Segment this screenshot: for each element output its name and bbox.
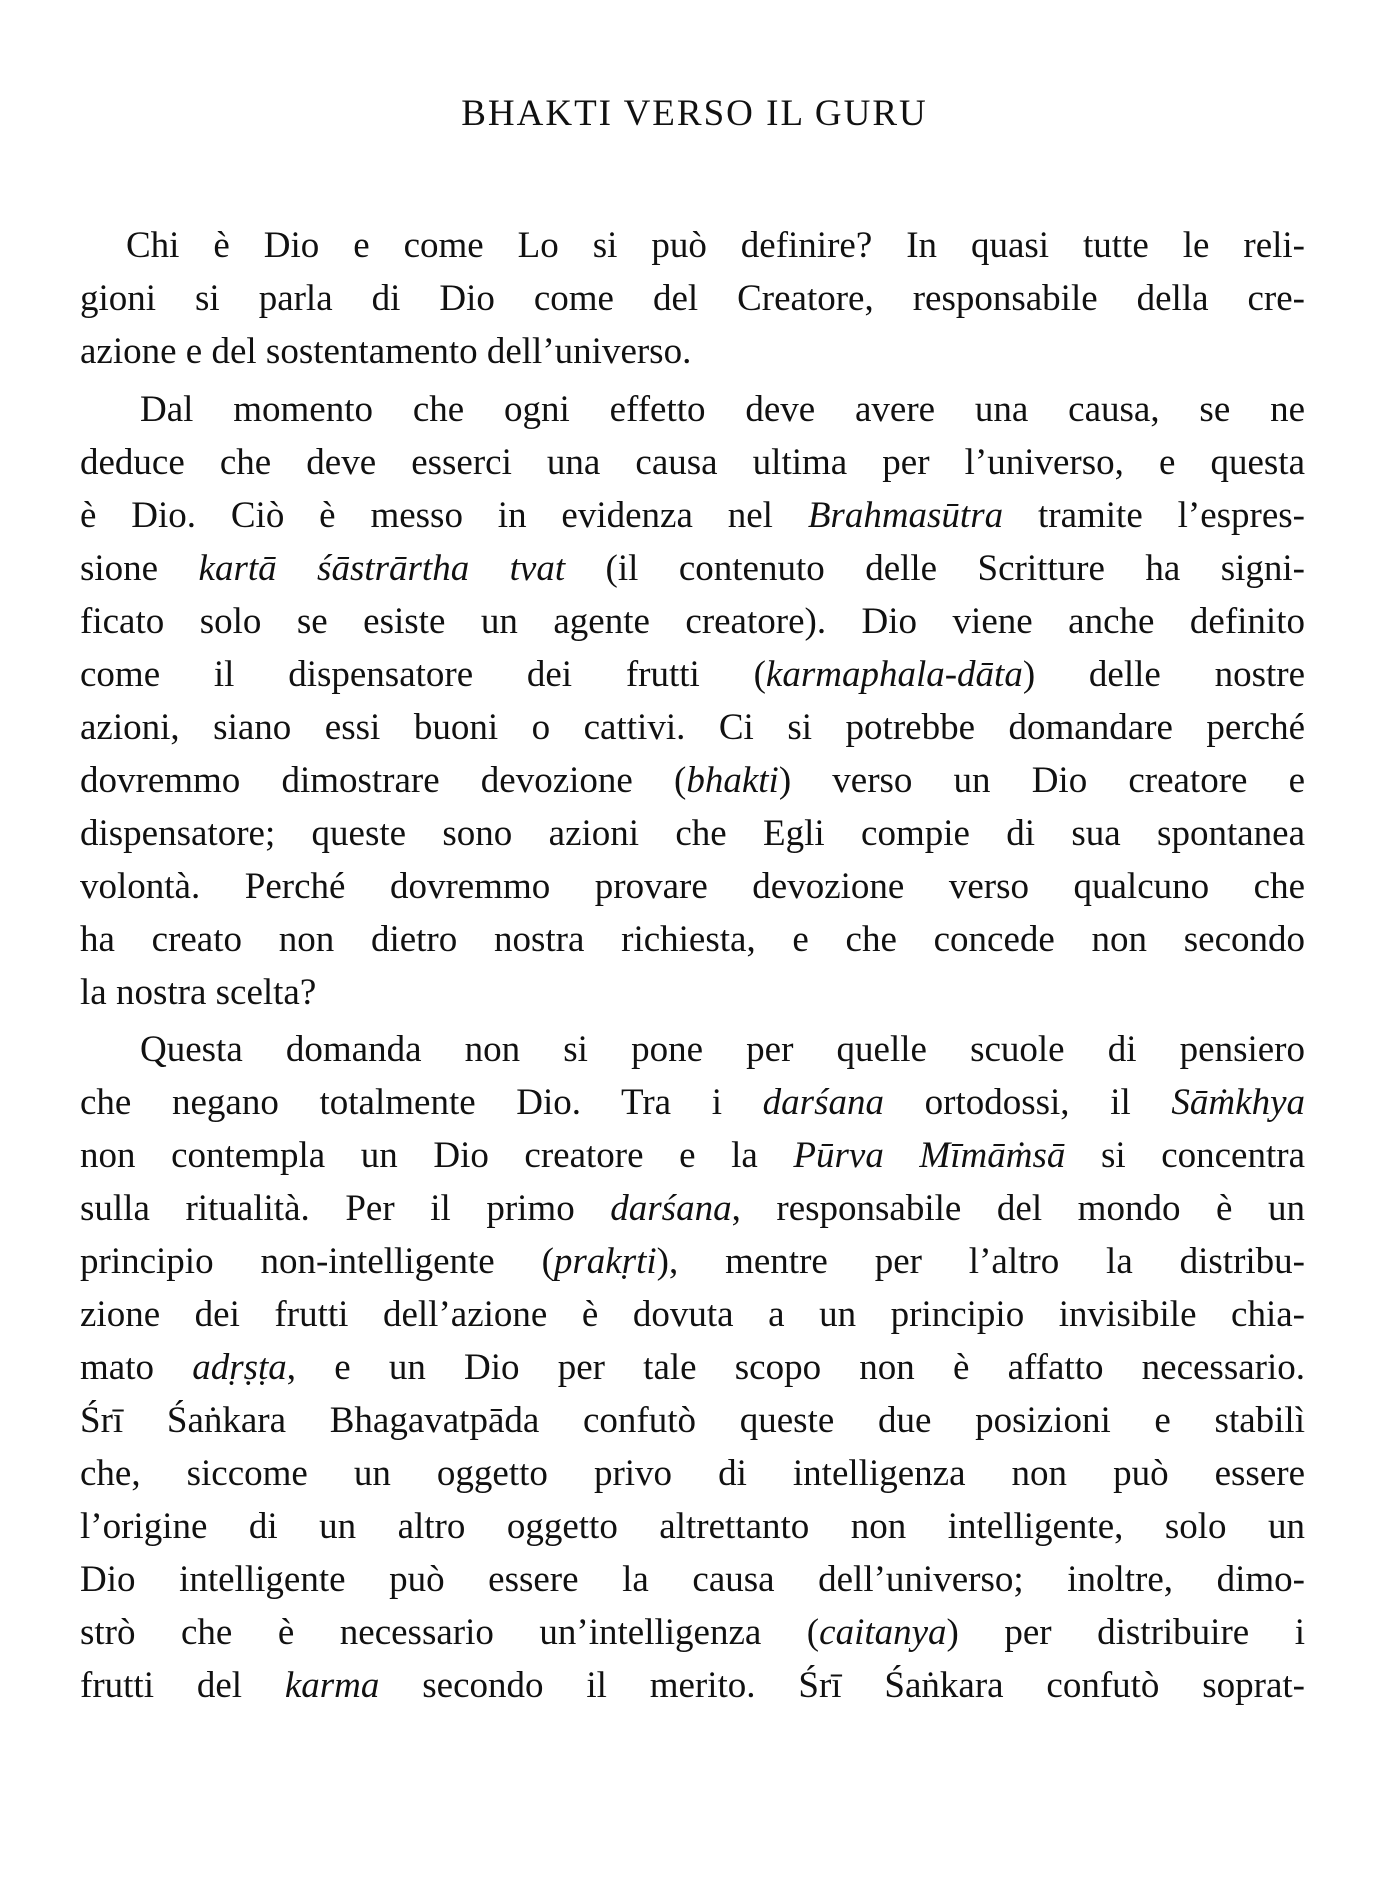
chapter-title: BHAKTI VERSO IL GURU (461, 93, 928, 134)
text-line: Dio intelligente può essere la causa dell’universo; inoltre, dimo- (80, 1559, 1305, 1600)
text-line: come il dispensatore dei frutti (karmaphala-dāta) delle nostre (80, 654, 1305, 695)
text-line: Chi è Dio e come Lo si può definire? In quasi tutte le reli- (126, 225, 1305, 266)
text-line: zione dei frutti dell’azione è dovuta a un principio invisibile chia- (80, 1294, 1305, 1335)
text-line: ficato solo se esiste un agente creatore). Dio viene anche definito (80, 601, 1305, 642)
text-line: sulla ritualità. Per il primo darśana, responsabile del mondo è un (80, 1188, 1305, 1229)
text-line: Questa domanda non si pone per quelle scuole di pensiero (140, 1029, 1305, 1070)
text-line: sione kartā śāstrārtha tvat (il contenuto delle Scritture ha signi- (80, 548, 1305, 589)
text-line: l’origine di un altro oggetto altrettanto non intelligente, solo un (80, 1506, 1305, 1547)
text-line: mato adṛṣṭa, e un Dio per tale scopo non è affatto necessario. (80, 1347, 1306, 1388)
text-line: che negano totalmente Dio. Tra i darśana ortodossi, il Sāṁkhya (80, 1082, 1305, 1123)
text-line: dovremmo dimostrare devozione (bhakti) verso un Dio creatore e (80, 760, 1306, 801)
text-line: dispensatore; queste sono azioni che Egli compie di sua spontanea (80, 813, 1305, 854)
text-line: volontà. Perché dovremmo provare devozione verso qualcuno che (80, 866, 1305, 907)
text-line: deduce che deve esserci una causa ultima per l’universo, e questa (80, 442, 1305, 483)
text-line: ha creato non dietro nostra richiesta, e che concede non secondo (80, 919, 1305, 960)
text-line: azione e del sostentamento dell’universo. (80, 331, 692, 372)
text-line: Śrī Śaṅkara Bhagavatpāda confutò queste due posizioni e stabilì (80, 1400, 1305, 1441)
text-line: gioni si parla di Dio come del Creatore, responsabile della cre- (80, 278, 1305, 319)
text-line: Dal momento che ogni effetto deve avere una causa, se ne (140, 389, 1305, 430)
text-line: non contempla un Dio creatore e la Pūrva Mīmāṁsā si concentra (80, 1135, 1305, 1176)
text-line: che, siccome un oggetto privo di intelligenza non può essere (80, 1453, 1305, 1494)
text-line: è Dio. Ciò è messo in evidenza nel Brahmasūtra tramite l’espres- (80, 495, 1305, 536)
text-line: strò che è necessario un’intelligenza (caitanya) per distribuire i (80, 1612, 1305, 1653)
text-line: principio non-intelligente (prakṛti), mentre per l’altro la distribu- (80, 1241, 1305, 1282)
text-line: azioni, siano essi buoni o cattivi. Ci si potrebbe domandare perché (80, 707, 1305, 748)
text-line: frutti del karma secondo il merito. Śrī Śaṅkara confutò soprat- (80, 1665, 1305, 1706)
text-line: la nostra scelta? (80, 972, 317, 1013)
